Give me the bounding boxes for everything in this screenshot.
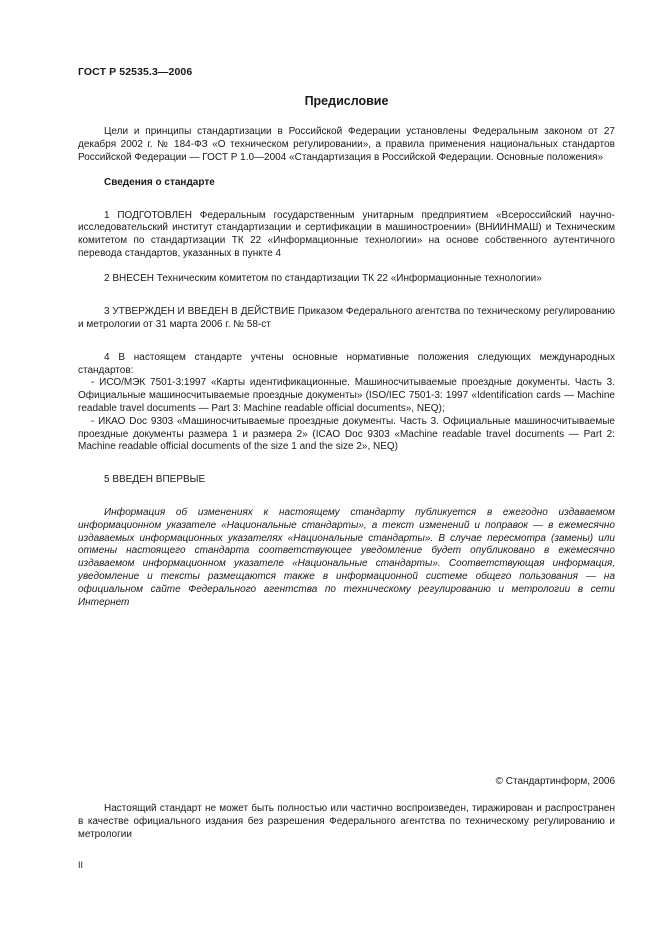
- item-4-paragraph: 4 В настоящем стандарте учтены основные нормативные положения следующих международных стандартов:: [78, 351, 615, 376]
- reproduction-notice: Настоящий стандарт не может быть полностью или частично воспроизведен, тиражирован и распространен в качестве официального издания без разрешения Федерального агентства по техническому регулированию и метрологии: [78, 803, 615, 840]
- item-2-paragraph: 2 ВНЕСЕН Техническим комитетом по стандартизации ТК 22 «Информационные технологии»: [104, 273, 542, 285]
- intro-paragraph: Цели и принципы стандартизации в Российской Федерации установлены Федеральным законом от 27 декабря 2002 г. № 184-ФЗ «О техническом регулировании», а правила применения национальных стандартов Российской Федерации — ГОСТ Р 1.0—2004 «Стандартизация в Российской Федерации. Основные положения»: [78, 126, 615, 163]
- document-page: [78, 0, 615, 936]
- item-1-paragraph: 1 ПОДГОТОВЛЕН Федеральным государственным унитарным предприятием «Всероссийский научно-исследовательский институт стандартизации и сертификации в машиностроении» (ВНИИНМАШ) и Техническим комитетом по стандартизации ТК 22 «Информационные технологии» на основе собственного аутентичного перевода стандартов, указанных в пункте 4: [78, 209, 615, 260]
- item-5-paragraph: 5 ВВЕДЕН ВПЕРВЫЕ: [104, 474, 206, 486]
- page-title: Предисловие: [304, 94, 389, 108]
- copyright-line: © Стандартинформ, 2006: [495, 776, 615, 787]
- item-4-sub-2: - ИКАО Doc 9303 «Машиносчитываемые проездные документы. Часть 3. Официальные машиносчитываемые проездные документы размера 1 и размера 2» (ICAO Doc 9303 «Machine readable travel documents — Part 2: Machine readable official documents of the size 1 and the size 2», NEQ): [78, 415, 615, 453]
- info-italic-paragraph: Информация об изменениях к настоящему стандарту публикуется в ежегодно издаваемом информационном указателе «Национальные стандарты», а текст изменений и поправок — в ежемесячно издаваемых информационных указателях «Национальные стандарты». В случае пересмотра (замены) или отмены настоящего стандарта соответствующее уведомление будет опубликовано в ежемесячно издаваемом информационном указателе «Национальные стандарты». Соответствующая информация, уведомление и тексты размещаются также в информационной системе общего пользования — на официальном сайте Федерального агентства по техническому регулированию и метрологии в сети Интернет: [78, 506, 615, 608]
- item-4-sub-1: - ИСО/МЭК 7501-3:1997 «Карты идентификационные. Машиносчитываемые проездные документы. Часть 3. Официальные машиносчитываемые проездные документы» (ISO/IEC 7501-3: 1997 «Identification cards — Machine readable travel documents — Part 3: Machine readable official documents», NEQ);: [78, 377, 615, 414]
- item-3-paragraph: 3 УТВЕРЖДЕН И ВВЕДЕН В ДЕЙСТВИЕ Приказом Федерального агентства по техническому регулированию и метрологии от 31 марта 2006 г. № 58-ст: [78, 306, 615, 330]
- document-code-header: ГОСТ Р 52535.3—2006: [78, 66, 193, 78]
- page-number: II: [78, 860, 84, 870]
- section-heading: Сведения о стандарте: [104, 176, 215, 188]
- foreword-body: [78, 126, 615, 609]
